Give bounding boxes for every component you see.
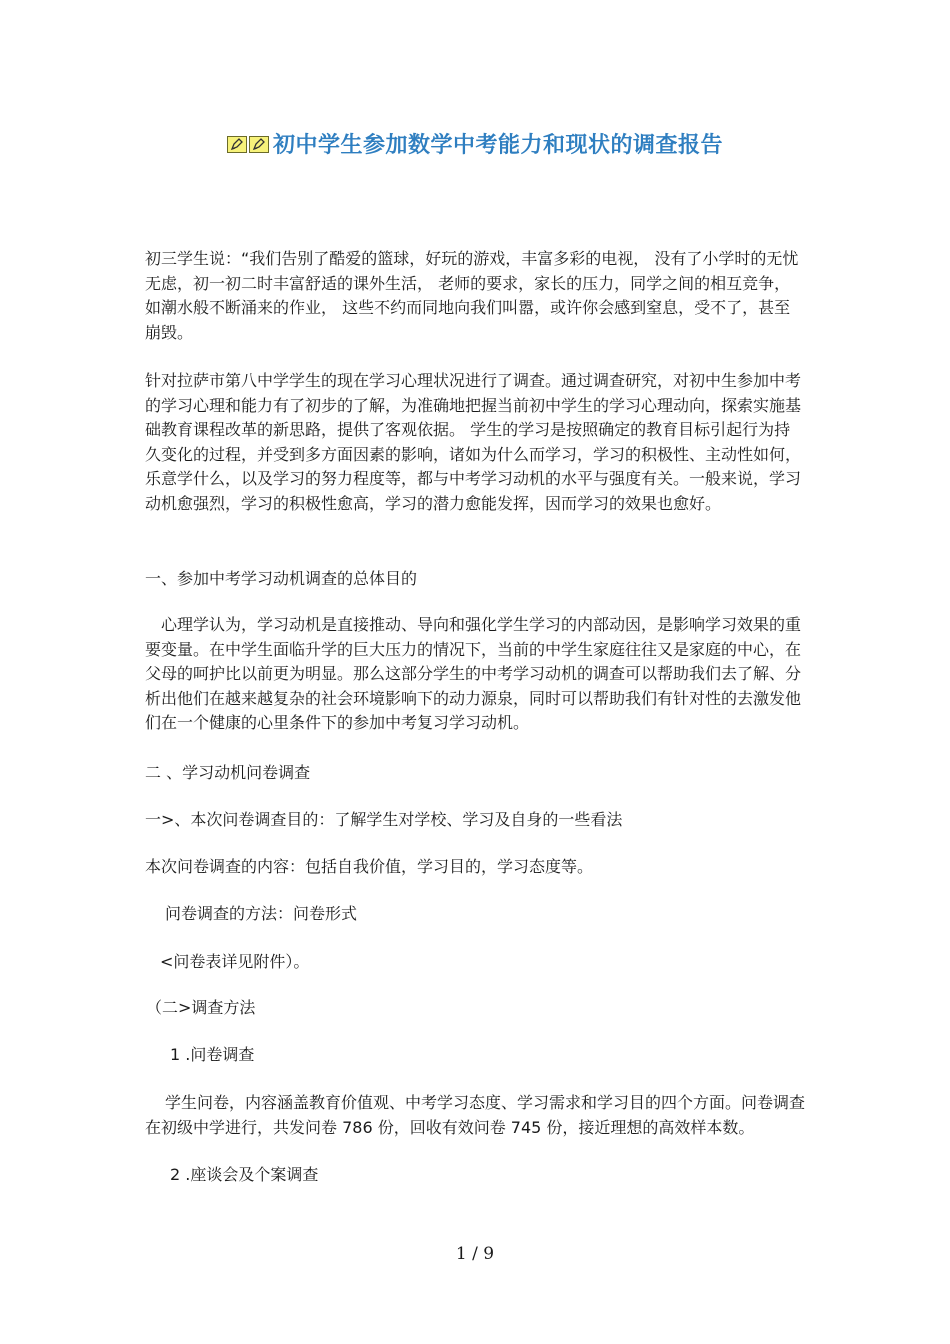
section-heading xyxy=(170,1163,830,1188)
paragraph-text: 学生问卷，内容涵盖教育价值观、中考学习态度、学习需求和学习目的四个方面。问卷调查在初级中学进行，共发问卷 786 份，回收有效问卷 745 份，接近理想的高效样本数。 xyxy=(145,1093,806,1137)
section-heading xyxy=(146,996,806,1021)
paragraph-text: 本次问卷调查的内容：包括自我价值，学习目的，学习态度等。 xyxy=(145,857,594,876)
paragraph-text: 问卷调查的方法：问卷形式 xyxy=(165,904,358,923)
paragraph-text: 针对拉萨市第八中学学生的现在学习心理状况进行了调查。通过调查研究，对初中生参加中考的学习心理和能力有了初步的了解，为准确地把握当前初中学生的学习心理动向，探索实施基础教育课程改革的新思路，提供了客观依据。 学生的学习是按照确定的教育目标引起行为持久变化的过程，并受到多方面因素的影响，诸如为什么而学习，学习的积极性、主动性如何，乐意学什么，以及学习的努力程度等，都与中考学习动机的水平与强度有关。一般来说，学习动机愈强烈，学习的积极性愈高，学习的潜力愈能发挥，因而学习的效果也愈好。 xyxy=(145,371,802,513)
paragraph xyxy=(145,247,805,345)
paragraph xyxy=(145,369,805,516)
paragraph xyxy=(145,613,805,736)
paragraph-text: 心理学认为，学习动机是直接推动、导向和强化学生学习的内部动因，是影响学习效果的重要变量。在中学生面临升学的巨大压力的情况下，当前的中学生家庭往往又是家庭的中心，在父母的呵护比以前更为明显。那么这部分学生的中考学习动机的调查可以帮助我们去了解、分析出他们在越来越复杂的社会环境影响下的动力源泉，同时可以帮助我们有针对性的去激发他们在一个健康的心里条件下的参加中考复习学习动机。 xyxy=(145,615,802,732)
section-heading-text: （二>调查方法 xyxy=(146,998,256,1017)
paragraph-text: 一>、本次问卷调查目的：了解学生对学校、学习及自身的一些看法 xyxy=(145,810,623,829)
paragraph-text: 初三学生说：“我们告别了酷爱的篮球，好玩的游戏，丰富多彩的电视， 没有了小学时的无忧无虑，初一初二时丰富舒适的课外生活， 老师的要求，家长的压力，同学之间的相互竞争， 如潮水般不断涌来的作业， 这些不约而同地向我们叫嚣，或许你会感到窒息，受不了，甚至崩毁。 xyxy=(145,249,799,342)
title-row xyxy=(0,128,950,159)
paragraph-text: <问卷表详见附件）。 xyxy=(160,952,310,971)
paragraph xyxy=(145,1091,805,1140)
edit-pencil-icon xyxy=(227,136,247,153)
edit-pencil-icon xyxy=(249,136,269,153)
title-icons xyxy=(227,134,271,153)
section-heading-text: 一、参加中考学习动机调查的总体目的 xyxy=(145,569,418,588)
section-heading xyxy=(145,567,805,592)
paragraph xyxy=(165,902,825,927)
section-heading-text: 2 .座谈会及个案调查 xyxy=(170,1165,319,1184)
paragraph xyxy=(145,808,805,833)
section-heading-text: 二 、学习动机问卷调查 xyxy=(145,763,311,782)
section-heading xyxy=(145,761,805,786)
document-title: 初中学生参加数学中考能力和现状的调查报告 xyxy=(272,133,723,158)
paragraph xyxy=(145,855,805,880)
paragraph xyxy=(160,950,820,975)
page-number: 1 / 9 xyxy=(455,1244,495,1264)
section-heading-text: 1 .问卷调查 xyxy=(170,1045,255,1064)
section-heading xyxy=(170,1043,830,1068)
